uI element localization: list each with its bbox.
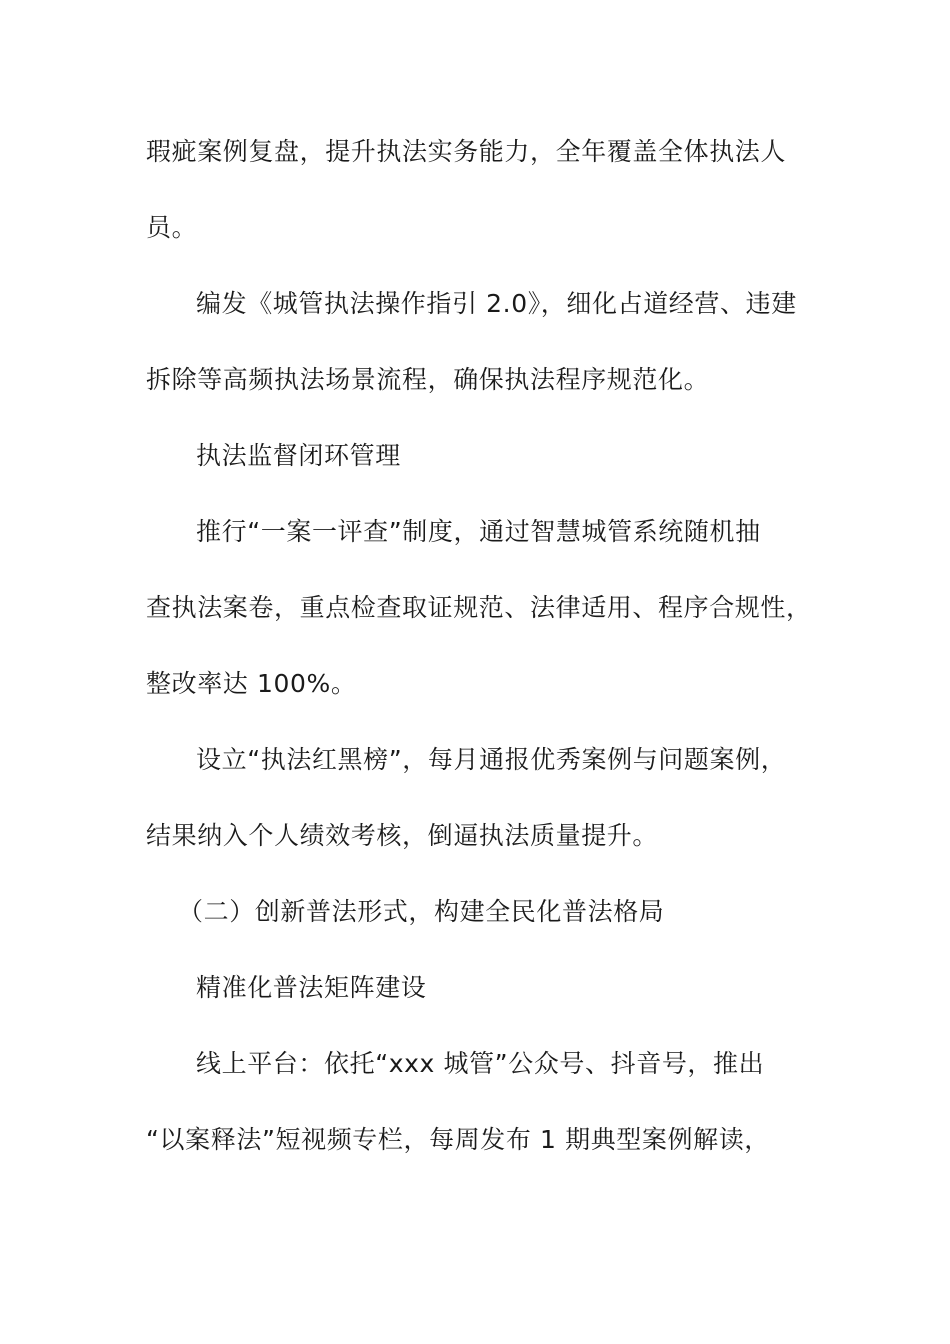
body-text-line: 拆除等高频执法场景流程，确保执法程序规范化。	[146, 365, 710, 394]
body-text-line: 瑕疵案例复盘，提升执法实务能力，全年覆盖全体执法人	[146, 137, 787, 166]
section-subheading: 精准化普法矩阵建设	[196, 973, 427, 1002]
body-text-line: 结果纳入个人绩效考核，倒逼执法质量提升。	[146, 821, 659, 850]
paragraph-first-line: 设立“执法红黑榜”，每月通报优秀案例与问题案例，	[196, 745, 787, 774]
section-heading: （二）创新普法形式，构建全民化普法格局	[178, 897, 665, 926]
body-text-line: 查执法案卷，重点检查取证规范、法律适用、程序合规性，	[146, 593, 812, 622]
body-text-line: 整改率达 100%。	[146, 669, 357, 698]
body-text-line: “以案释法”短视频专栏，每周发布 1 期典型案例解读，	[146, 1125, 770, 1154]
paragraph-first-line: 推行“一案一评查”制度，通过智慧城管系统随机抽	[196, 517, 761, 546]
paragraph-first-line: 线上平台：依托“xxx 城管”公众号、抖音号，推出	[196, 1049, 765, 1078]
body-text-line: 员。	[146, 213, 198, 242]
section-subheading: 执法监督闭环管理	[196, 441, 401, 470]
paragraph-first-line: 编发《城管执法操作指引 2.0》，细化占道经营、违建	[196, 289, 797, 318]
